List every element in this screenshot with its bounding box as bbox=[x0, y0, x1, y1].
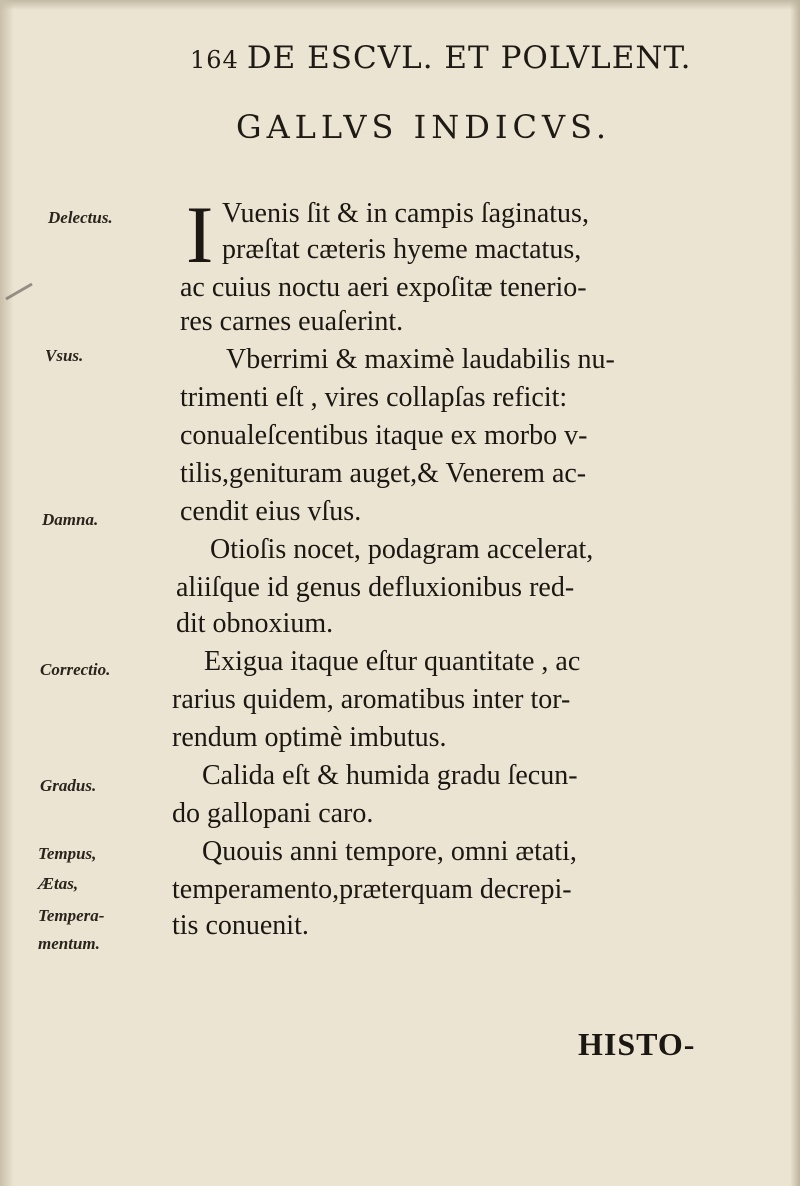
text-line: trimenti eſt , vires collapſas reficit: bbox=[180, 382, 568, 413]
text-line: tilis,genituram auget,& Venerem ac- bbox=[180, 458, 587, 489]
page-edge-right bbox=[790, 0, 800, 1186]
text-line: dit obnoxium. bbox=[176, 608, 334, 639]
catchword: HISTO- bbox=[578, 1026, 696, 1062]
margin-note-aetas: Ætas, bbox=[38, 874, 79, 893]
margin-note-delectus: Delectus. bbox=[48, 208, 113, 227]
text-line: rarius quidem, aromatibus inter tor- bbox=[172, 684, 571, 715]
margin-note-temperamentum-2: mentum. bbox=[38, 934, 100, 953]
page-edge-left bbox=[0, 0, 14, 1186]
text-line: Quouis anni tempore, omni ætati, bbox=[202, 836, 577, 867]
margin-note-gradus: Gradus. bbox=[40, 776, 97, 795]
page-number: 164 bbox=[190, 46, 239, 74]
margin-note-damna: Damna. bbox=[42, 510, 99, 529]
text-line: Otioſis nocet, podagram accelerat, bbox=[210, 534, 594, 565]
text-line: tis conuenit. bbox=[172, 910, 309, 941]
text-line: Calida eſt & humida gradu ſecun- bbox=[202, 760, 578, 791]
text-line: ac cuius noctu aeri expoſitæ tenerio- bbox=[180, 272, 587, 303]
page-edge-top bbox=[0, 0, 800, 10]
text-line: aliiſque id genus defluxionibus red- bbox=[176, 572, 575, 603]
text-line: Exigua itaque eſtur quantitate , ac bbox=[204, 646, 581, 677]
margin-note-temperamentum-1: Tempera- bbox=[38, 906, 105, 925]
text-line: rendum optimè imbutus. bbox=[172, 722, 447, 753]
text-line: cendit eius vſus. bbox=[180, 496, 362, 527]
margin-note-usus: Vsus. bbox=[45, 346, 84, 365]
section-title: GALLVS INDICVS. bbox=[236, 108, 612, 146]
margin-note-correctio: Correctio. bbox=[40, 660, 111, 679]
text-line: Vberrimi & maximè laudabilis nu- bbox=[226, 344, 615, 375]
text-line: conualeſcentibus itaque ex morbo v- bbox=[180, 420, 588, 451]
drop-capital: I bbox=[186, 189, 214, 280]
text-line: do gallopani caro. bbox=[172, 798, 374, 829]
text-line: Vuenis ſit & in campis ſaginatus, bbox=[222, 198, 589, 229]
running-title: DE ESCVL. ET POLVLENT. bbox=[246, 40, 692, 76]
margin-note-tempus: Tempus, bbox=[38, 844, 97, 863]
text-line: temperamento,præterquam decrepi- bbox=[172, 874, 572, 905]
text-line: res carnes euaſerint. bbox=[180, 306, 404, 337]
running-header bbox=[190, 40, 691, 76]
text-line: præſtat cæteris hyeme mactatus, bbox=[222, 234, 582, 265]
